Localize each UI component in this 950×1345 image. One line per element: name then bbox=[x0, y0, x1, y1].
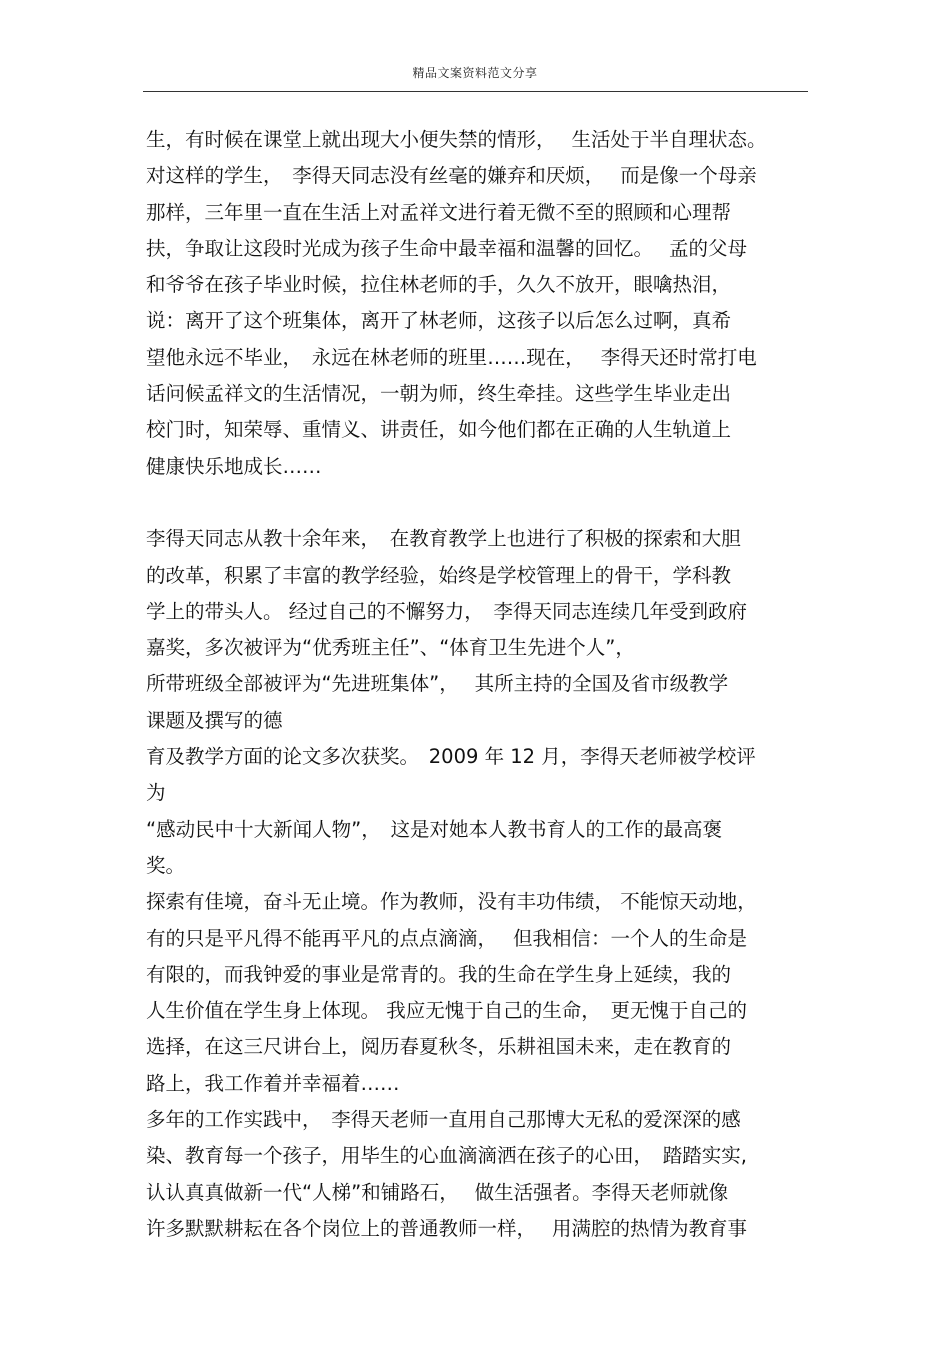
text-line: “感动民中十大新闻人物”， 这是对她本人教书育人的工作的最高褒 bbox=[146, 817, 722, 841]
text-line: 育及教学方面的论文多次获奖。 2009 年 12 月，李得天老师被学校评 bbox=[146, 745, 756, 769]
text-line: 李得天同志从教十余年来， 在教育教学上也进行了积极的探索和大胆 bbox=[146, 527, 741, 551]
text-line: 染、教育每一个孩子，用毕生的心血滴滴洒在孩子的心田， 踏踏实实, bbox=[146, 1144, 747, 1168]
text-line: 那样，三年里一直在生活上对孟祥文进行着无微不至的照顾和心理帮 bbox=[146, 200, 732, 224]
header-divider bbox=[143, 91, 808, 92]
text-line: 认认真真做新一代“人梯”和铺路石， 做生活强者。李得天老师就像 bbox=[146, 1180, 729, 1204]
text-line: 选择，在这三尺讲台上，阅历春夏秋冬，乐耕祖国未来，走在教育的 bbox=[146, 1035, 732, 1059]
text-line: 学上的带头人。 经过自己的不懈努力， 李得天同志连续几年受到政府 bbox=[146, 599, 747, 623]
text-line: 望他永远不毕业， 永远在林老师的班里……现在， 李得天还时常打电 bbox=[146, 345, 757, 369]
text-line: 生，有时候在课堂上就出现大小便失禁的情形， 生活处于半自理状态。 bbox=[146, 128, 767, 151]
text-line: 许多默默耕耘在各个岗位上的普通教师一样， 用满腔的热情为教育事 bbox=[146, 1216, 747, 1240]
text-line: 有限的，而我钟爱的事业是常青的。我的生命在学生身上延续，我的 bbox=[146, 962, 732, 986]
text-line: 对这样的学生， 李得天同志没有丝毫的嫌弃和厌烦， 而是像一个母亲 bbox=[146, 164, 757, 188]
text-line: 路上，我工作着并幸福着…… bbox=[146, 1071, 400, 1095]
page-header: 精品文案资料范文分享 bbox=[412, 66, 538, 80]
text-line: 人生价值在学生身上体现。 我应无愧于自己的生命， 更无愧于自己的 bbox=[146, 999, 747, 1023]
text-line: 话问候孟祥文的生活情况，一朝为师，终生牵挂。这些学生毕业走出 bbox=[146, 382, 732, 406]
text-line: 多年的工作实践中， 李得天老师一直用自己那博大无私的爱深深的感 bbox=[146, 1108, 741, 1132]
text-line: 健康快乐地成长…… bbox=[146, 454, 322, 478]
document-body bbox=[146, 122, 816, 1247]
text-line: 嘉奖，多次被评为“优秀班主任”、“体育卫生先进个人”， bbox=[146, 636, 635, 660]
text-line: 说：离开了这个班集体，离开了林老师，这孩子以后怎么过啊，真希 bbox=[146, 309, 732, 333]
paragraph-gap bbox=[146, 485, 816, 521]
text-line: 为 bbox=[146, 781, 166, 805]
text-line: 课题及撰写的德 bbox=[146, 708, 283, 732]
text-line: 扶，争取让这段时光成为孩子生命中最幸福和温馨的回忆。 孟的父母 bbox=[146, 236, 747, 260]
text-line: 校门时，知荣辱、重情义、讲责任，如今他们都在正确的人生轨道上 bbox=[146, 418, 732, 442]
text-line: 所带班级全部被评为“先进班集体”， 其所主持的全国及省市级教学 bbox=[146, 672, 729, 696]
text-line: 探索有佳境，奋斗无止境。作为教师，没有丰功伟绩， 不能惊天动地， bbox=[146, 890, 757, 914]
text-line: 和爷爷在孩子毕业时候，拉住林老师的手，久久不放开，眼噙热泪， bbox=[146, 273, 732, 297]
text-line: 有的只是平凡得不能再平凡的点点滴滴， 但我相信：一个人的生命是 bbox=[146, 926, 747, 950]
text-line: 奖。 bbox=[146, 853, 186, 877]
text-line: 的改革，积累了丰富的教学经验，始终是学校管理上的骨干，学科教 bbox=[146, 563, 732, 587]
